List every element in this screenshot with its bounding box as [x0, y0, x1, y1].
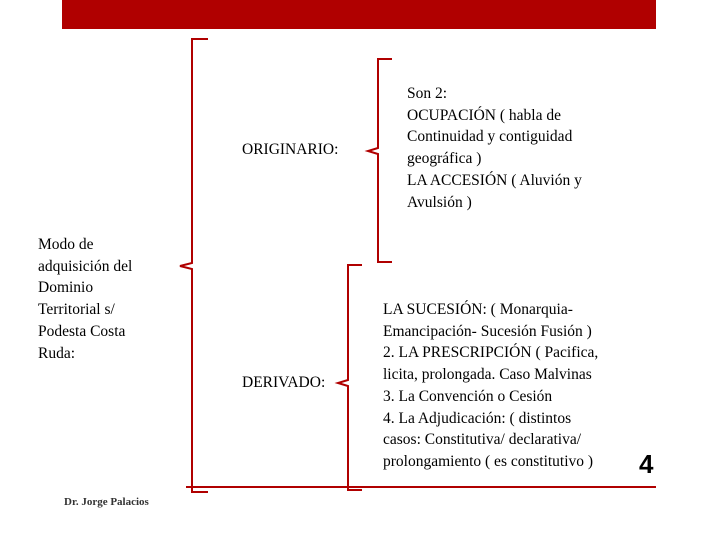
detail-line: LA ACCESIÓN ( Aluvión y	[407, 171, 582, 189]
detail-line: LA SUCESIÓN: ( Monarquia-	[383, 301, 573, 318]
root-label-line: Ruda:	[38, 344, 76, 362]
detail-line: licita, prolongada. Caso Malvinas	[383, 366, 592, 384]
main-bracket	[180, 39, 208, 492]
detail-line: OCUPACIÓN ( habla de	[407, 106, 561, 124]
author-footer: Dr. Jorge Palacios	[64, 496, 149, 508]
root-label	[38, 234, 132, 364]
page-number: 4	[639, 449, 654, 479]
branch-originario-label: ORIGINARIO:	[242, 141, 339, 158]
detail-line: Continuidad y contiguidad	[407, 128, 573, 146]
detail-line: Emancipación- Sucesión Fusión )	[383, 322, 592, 340]
branch-derivado-label: DERIVADO:	[242, 374, 326, 391]
detail-line: Avulsión )	[407, 193, 472, 211]
detail-line: prolongamiento ( es constitutivo )	[383, 452, 594, 470]
originario-bracket	[368, 59, 392, 262]
originario-detail	[407, 83, 582, 213]
detail-line: geográfica )	[407, 150, 482, 168]
root-label-line: adquisición del	[38, 257, 133, 275]
root-label-line: Modo de	[38, 236, 94, 253]
detail-line: casos: Constitutiva/ declarativa/	[383, 431, 582, 449]
detail-line: 2. LA PRESCRIPCIÓN ( Pacifica,	[383, 344, 599, 362]
root-label-line: Territorial s/	[38, 301, 115, 319]
detail-line: 4. La Adjudicación: ( distintos	[383, 409, 572, 427]
derivado-detail	[383, 299, 598, 473]
detail-line: 3. La Convención o Cesión	[383, 387, 553, 405]
detail-line: Son 2:	[407, 85, 448, 102]
root-label-line: Podesta Costa	[38, 322, 126, 340]
footer-divider	[186, 486, 656, 488]
derivado-bracket	[338, 265, 362, 490]
root-label-line: Dominio	[38, 279, 94, 297]
